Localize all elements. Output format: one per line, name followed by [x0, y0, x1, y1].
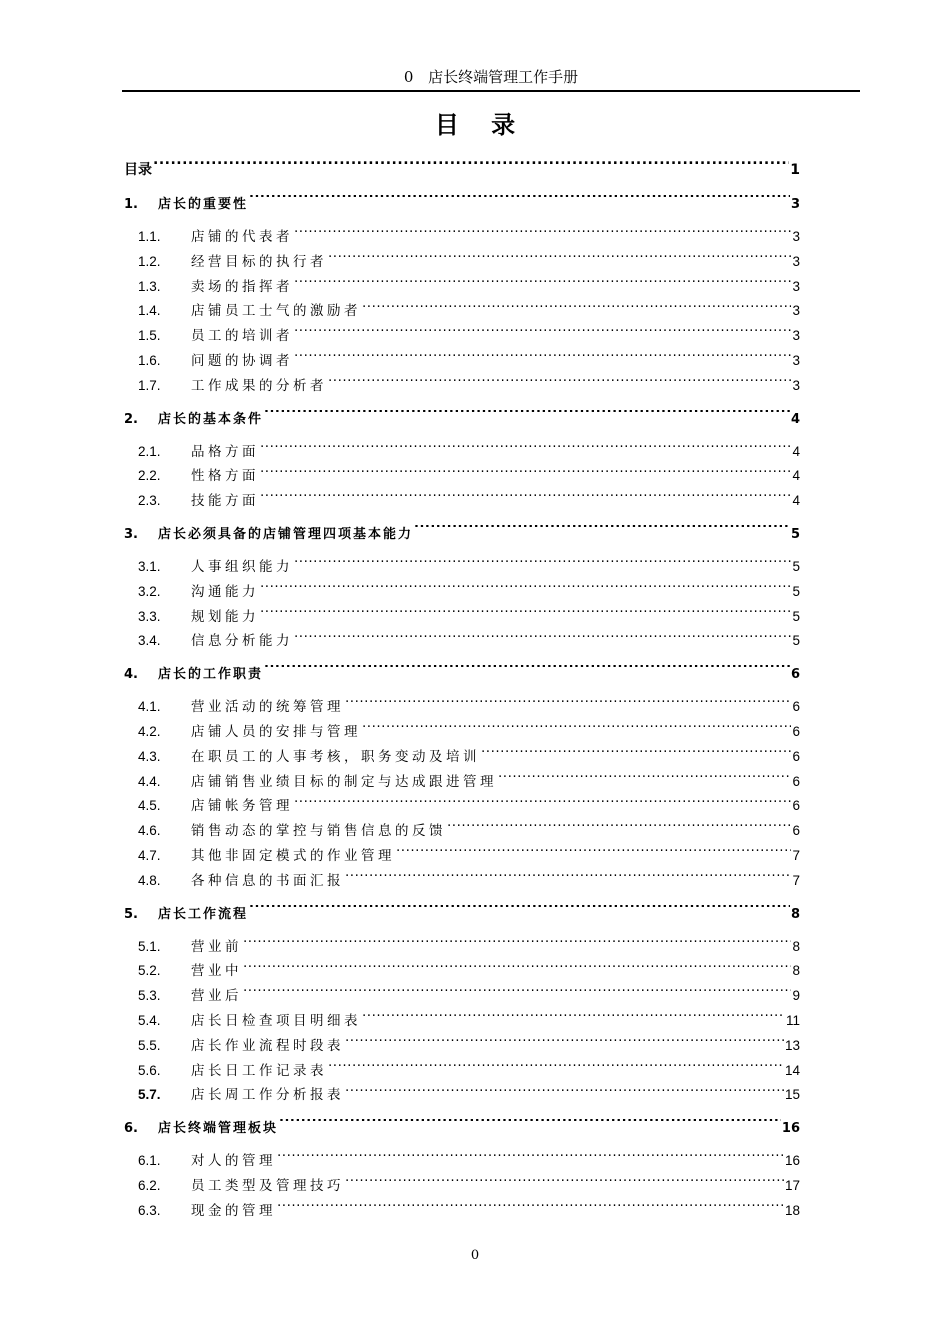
- toc-section[interactable]: [124, 1149, 800, 1174]
- toc-entry-page: 6: [792, 798, 800, 814]
- toc-entry-page: 7: [792, 872, 800, 888]
- toc-entry-number: 2.3.: [138, 493, 161, 509]
- toc-entry-number: 4.4.: [138, 773, 161, 789]
- toc-entry-number: 1.2.: [138, 253, 161, 269]
- toc-chapter[interactable]: [124, 1115, 800, 1143]
- toc-leader-dots: [345, 698, 791, 712]
- toc-entry-page: 9: [792, 988, 800, 1004]
- toc-entry-label: 目录: [124, 162, 152, 178]
- toc-entry-label: 店长终端管理板块: [158, 1121, 279, 1137]
- toc-entry-page: 6: [792, 823, 800, 839]
- toc-leader-dots: [294, 228, 791, 242]
- toc-entry-number: 2.1.: [138, 443, 161, 459]
- toc-entry-page: 6: [790, 667, 800, 683]
- toc-entry-label: 现金的管理: [191, 1202, 276, 1219]
- toc-leader-dots: [362, 722, 791, 736]
- table-of-contents: [124, 156, 800, 1224]
- toc-section[interactable]: [124, 299, 800, 324]
- toc-leader-dots: [328, 252, 791, 266]
- toc-entry-number: 5.3.: [138, 988, 161, 1004]
- toc-leader-dots: [294, 277, 791, 291]
- toc-entry-label: 营业前: [191, 938, 242, 955]
- toc-leader-dots: [277, 1152, 784, 1166]
- toc-section[interactable]: [124, 770, 800, 795]
- toc-leader-dots: [279, 1119, 781, 1132]
- toc-entry-number: 5.2.: [138, 963, 161, 979]
- toc-section[interactable]: [124, 374, 800, 399]
- toc-leader-dots: [264, 410, 790, 423]
- toc-leader-dots: [243, 937, 791, 951]
- toc-entry-label: 店铺的代表者: [191, 229, 293, 245]
- toc-entry-number: 1.6.: [138, 352, 161, 368]
- toc-leader-dots: [294, 351, 791, 365]
- page-header: [122, 62, 860, 92]
- toc-entry-page: 4: [792, 443, 800, 459]
- toc-leader-dots: [294, 797, 791, 811]
- toc-section[interactable]: [124, 225, 800, 250]
- toc-entry-label: 对人的管理: [191, 1153, 276, 1170]
- toc-section[interactable]: [124, 935, 800, 960]
- toc-entry-label: 店铺员工士气的激励者: [191, 303, 361, 320]
- toc-entry-page: 4: [790, 411, 800, 427]
- toc-entry-page: 3: [792, 377, 800, 393]
- toc-entry-number: 6.1.: [138, 1153, 161, 1169]
- toc-entry-label: 店长工作流程: [158, 906, 249, 922]
- toc-entry-label: 营业活动的统筹管理: [191, 699, 344, 716]
- toc-leader-dots: [447, 822, 791, 836]
- toc-entry-page: 16: [781, 1121, 800, 1137]
- toc-entry-page: 3: [790, 197, 800, 212]
- toc-entry-page: 14: [784, 1062, 800, 1078]
- toc-entry-number: 1.4.: [138, 303, 161, 319]
- toc-entry-label: 技能方面: [191, 493, 259, 510]
- toc-entry-label: 店长必须具备的店铺管理四项基本能力: [158, 526, 414, 542]
- toc-section[interactable]: [124, 629, 800, 654]
- toc-entry-number: 3.4.: [138, 633, 161, 649]
- toc-entry-label: 店铺人员的安排与管理: [191, 723, 361, 740]
- toc-entry-label: 店长作业流程时段表: [191, 1037, 344, 1054]
- toc-entry-number: 5.5.: [138, 1037, 161, 1053]
- toc-chapter[interactable]: [124, 901, 800, 929]
- toc-entry-number: 5.6.: [138, 1062, 161, 1078]
- toc-entry-number: 6.3.: [138, 1202, 161, 1218]
- toc-entry-number: 5.7.: [138, 1087, 161, 1103]
- toc-section[interactable]: [124, 695, 800, 720]
- toc-entry-number: 5.1.: [138, 938, 161, 954]
- toc-entry-number: 1.3.: [138, 278, 161, 294]
- toc-chapter[interactable]: [124, 191, 800, 219]
- toc-leader-dots: [362, 1011, 785, 1025]
- toc-entry-page: 4: [792, 493, 800, 509]
- toc-leader-dots: [396, 846, 791, 860]
- toc-entry-number: 1.5.: [138, 328, 161, 344]
- toc-entry-page: 11: [785, 1012, 800, 1028]
- toc-entry-page: 3: [792, 253, 800, 269]
- toc-entry-label: 沟通能力: [191, 583, 259, 600]
- toc-entry-number: 6.2.: [138, 1177, 161, 1193]
- toc-entry-number: 4.3.: [138, 748, 161, 764]
- toc-entry-label: 店长日工作记录表: [191, 1062, 327, 1079]
- toc-entry-number: 3.1.: [138, 558, 161, 574]
- toc-entry-number: 4.1.: [138, 699, 161, 715]
- toc-leader-dots: [249, 905, 790, 918]
- toc-leader-dots: [264, 665, 790, 678]
- toc-entry-label: 经营目标的执行者: [191, 253, 327, 270]
- toc-leader-dots: [328, 1061, 784, 1075]
- toc-leader-dots: [153, 160, 789, 174]
- toc-leader-dots: [362, 302, 791, 316]
- toc-entry-page: 3: [792, 352, 800, 368]
- toc-entry-page: 5: [790, 526, 800, 542]
- toc-entry-number: 4.: [124, 667, 138, 683]
- toc-entry-page: 6: [792, 748, 800, 764]
- toc-entry-page: 15: [784, 1087, 800, 1103]
- toc-entry-number: 1.1.: [138, 229, 161, 244]
- toc-entry-number: 3.3.: [138, 608, 161, 624]
- toc-section[interactable]: [124, 349, 800, 374]
- toc-entry-number: 5.: [124, 906, 138, 922]
- toc-entry-root[interactable]: [124, 156, 800, 184]
- toc-section[interactable]: [124, 1174, 800, 1199]
- toc-entry-label: 员工类型及管理技巧: [191, 1177, 344, 1194]
- toc-entry-page: 3: [792, 278, 800, 294]
- toc-entry-page: 6: [792, 699, 800, 715]
- toc-section[interactable]: [124, 794, 800, 819]
- toc-leader-dots: [243, 962, 791, 976]
- toc-entry-label: 营业中: [191, 963, 242, 980]
- toc-section[interactable]: [124, 324, 800, 349]
- toc-section[interactable]: [124, 819, 800, 844]
- toc-leader-dots: [294, 632, 791, 646]
- toc-entry-number: 6.: [124, 1121, 138, 1137]
- toc-entry-label: 营业后: [191, 988, 242, 1005]
- toc-entry-number: 5.4.: [138, 1012, 161, 1028]
- toc-entry-label: 性格方面: [191, 468, 259, 485]
- toc-entry-label: 店铺销售业绩目标的制定与达成跟进管理: [191, 773, 497, 790]
- toc-section[interactable]: [124, 489, 800, 514]
- toc-entry-page: 5: [792, 633, 800, 649]
- toc-entry-label: 卖场的指挥者: [191, 278, 293, 295]
- toc-entry-page: 8: [792, 963, 800, 979]
- toc-section[interactable]: [124, 605, 800, 630]
- toc-entry-number: 2.2.: [138, 468, 161, 484]
- toc-leader-dots: [260, 492, 791, 506]
- toc-entry-page: 8: [792, 938, 800, 954]
- toc-leader-dots: [345, 1086, 784, 1100]
- toc-section[interactable]: [124, 984, 800, 1009]
- toc-entry-label: 人事组织能力: [191, 558, 293, 575]
- toc-entry-label: 店长的工作职责: [158, 667, 264, 683]
- toc-entry-page: 3: [792, 303, 800, 319]
- toc-leader-dots: [260, 607, 791, 621]
- toc-leader-dots: [243, 987, 791, 1001]
- toc-entry-page: 6: [792, 773, 800, 789]
- toc-entry-label: 其他非固定模式的作业管理: [191, 847, 395, 864]
- toc-section[interactable]: [124, 1199, 800, 1224]
- toc-entry-number: 1.: [124, 197, 138, 212]
- toc-section[interactable]: [124, 250, 800, 275]
- toc-leader-dots: [345, 871, 791, 885]
- toc-leader-dots: [249, 195, 790, 208]
- toc-section[interactable]: [124, 275, 800, 300]
- toc-entry-page: 3: [792, 328, 800, 344]
- toc-entry-label: 店长周工作分析报表: [191, 1087, 344, 1104]
- toc-chapter[interactable]: [124, 661, 800, 689]
- toc-leader-dots: [481, 747, 791, 761]
- toc-heading: 目 录: [434, 111, 528, 139]
- toc-entry-label: 规划能力: [191, 608, 259, 625]
- toc-section[interactable]: [124, 555, 800, 580]
- toc-entry-label: 品格方面: [191, 443, 259, 460]
- toc-entry-number: 4.7.: [138, 847, 161, 863]
- toc-entry-label: 店长的重要性: [158, 197, 249, 212]
- toc-entry-label: 店铺帐务管理: [191, 798, 293, 815]
- toc-section[interactable]: [124, 959, 800, 984]
- header-page-marker: 0: [403, 68, 414, 86]
- toc-leader-dots: [328, 376, 791, 390]
- toc-section[interactable]: [124, 1083, 800, 1108]
- toc-entry-number: 4.8.: [138, 872, 161, 888]
- header-title: 店长终端管理工作手册: [428, 68, 579, 86]
- toc-entry-page: 8: [790, 906, 800, 922]
- toc-entry-label: 在职员工的人事考核，职务变动及培训: [191, 748, 480, 765]
- toc-section[interactable]: [124, 844, 800, 869]
- toc-entry-label: 信息分析能力: [191, 633, 293, 650]
- toc-section[interactable]: [124, 869, 800, 894]
- toc-entry-label: 店长的基本条件: [158, 411, 264, 427]
- toc-entry-label: 店长日检查项目明细表: [191, 1012, 361, 1029]
- toc-chapter[interactable]: [124, 521, 800, 549]
- toc-entry-number: 2.: [124, 411, 138, 427]
- toc-leader-dots: [345, 1036, 784, 1050]
- toc-entry-page: 17: [784, 1177, 800, 1193]
- toc-entry-label: 工作成果的分析者: [191, 377, 327, 394]
- toc-entry-page: 5: [792, 558, 800, 574]
- toc-chapter[interactable]: [124, 406, 800, 434]
- toc-entry-page: 1: [790, 162, 800, 178]
- toc-entry-number: 4.2.: [138, 723, 161, 739]
- toc-entry-number: 4.5.: [138, 798, 161, 814]
- toc-leader-dots: [414, 525, 790, 538]
- toc-entry-page: 4: [792, 468, 800, 484]
- toc-leader-dots: [277, 1201, 784, 1215]
- toc-section[interactable]: [124, 440, 800, 465]
- toc-leader-dots: [260, 442, 791, 456]
- toc-entry-label: 各种信息的书面汇报: [191, 872, 344, 889]
- page-footer-number: 0: [470, 1248, 480, 1263]
- toc-leader-dots: [498, 772, 791, 786]
- toc-leader-dots: [260, 582, 791, 596]
- toc-section[interactable]: [124, 1034, 800, 1059]
- toc-section[interactable]: [124, 745, 800, 770]
- toc-entry-page: 3: [792, 229, 800, 244]
- toc-leader-dots: [260, 467, 791, 481]
- toc-entry-label: 问题的协调者: [191, 352, 293, 369]
- toc-entry-page: 5: [792, 583, 800, 599]
- toc-entry-page: 13: [784, 1037, 800, 1053]
- toc-entry-page: 5: [792, 608, 800, 624]
- toc-leader-dots: [345, 1176, 784, 1190]
- toc-section[interactable]: [124, 464, 800, 489]
- toc-entry-page: 6: [792, 723, 800, 739]
- toc-section[interactable]: [124, 1059, 800, 1084]
- toc-section[interactable]: [124, 720, 800, 745]
- toc-entry-number: 4.6.: [138, 823, 161, 839]
- toc-section[interactable]: [124, 1009, 800, 1034]
- toc-entry-label: 销售动态的掌控与销售信息的反馈: [191, 823, 446, 840]
- toc-entry-number: 3.: [124, 526, 138, 542]
- toc-leader-dots: [294, 327, 791, 341]
- toc-entry-label: 员工的培训者: [191, 328, 293, 345]
- toc-entry-page: 18: [784, 1202, 800, 1218]
- toc-entry-number: 1.7.: [138, 377, 161, 393]
- toc-entry-number: 3.2.: [138, 583, 161, 599]
- toc-entry-page: 7: [792, 847, 800, 863]
- toc-leader-dots: [294, 557, 791, 571]
- toc-entry-page: 16: [784, 1153, 800, 1169]
- toc-section[interactable]: [124, 580, 800, 605]
